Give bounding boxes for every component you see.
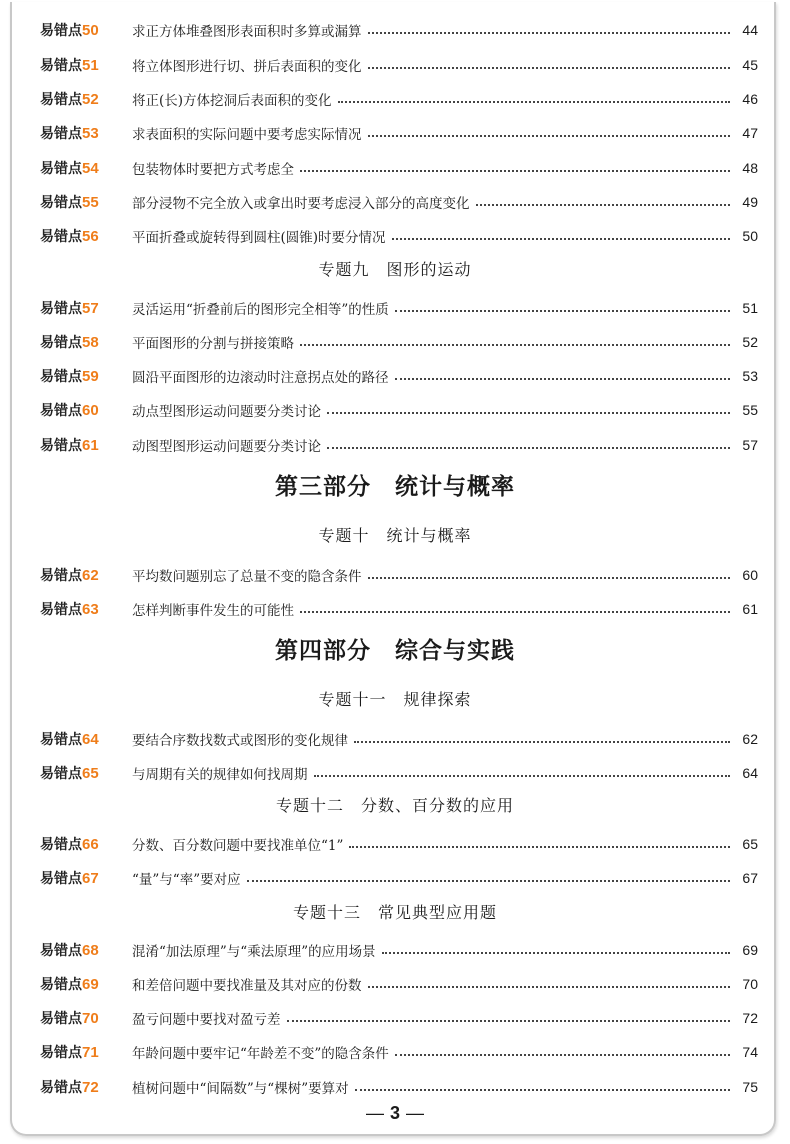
entry-tag xyxy=(40,123,132,143)
toc-entry[interactable] xyxy=(40,1008,758,1028)
entry-page-number: 49 xyxy=(742,194,758,210)
entry-tag xyxy=(40,763,132,783)
entry-number: 52 xyxy=(82,91,99,108)
entry-number: 63 xyxy=(82,601,99,618)
toc-entry[interactable] xyxy=(40,435,758,455)
entry-number: 57 xyxy=(82,300,99,317)
entry-title: 年龄问题中要牢记“年龄差不变”的隐含条件 xyxy=(132,1046,389,1062)
dot-leader xyxy=(247,880,730,882)
entry-number: 54 xyxy=(82,160,99,177)
toc-entry[interactable] xyxy=(40,298,758,318)
topic-heading: 专题十 统计与概率 xyxy=(318,526,472,545)
entry-title: 灵活运用“折叠前后的图形完全相等”的性质 xyxy=(132,302,389,318)
entry-tag-label: 易错点 xyxy=(40,943,82,959)
entry-title: 盈亏问题中要找对盈亏差 xyxy=(132,1012,281,1028)
entry-title: 平面折叠或旋转得到圆柱(圆锥)时要分情况 xyxy=(132,230,386,246)
dot-leader xyxy=(327,412,730,414)
entry-tag-label: 易错点 xyxy=(40,1011,82,1027)
entry-page-number: 69 xyxy=(742,942,758,958)
entry-page-number: 45 xyxy=(742,57,758,73)
entry-title: 平面图形的分割与拼接策略 xyxy=(132,336,294,352)
entry-tag xyxy=(40,834,132,854)
toc-entry[interactable] xyxy=(40,565,758,585)
dot-leader xyxy=(287,1020,731,1022)
entry-page-number: 70 xyxy=(742,976,758,992)
toc-entry[interactable] xyxy=(40,868,758,888)
footer-dash-left: — xyxy=(365,1103,384,1123)
dot-leader xyxy=(476,204,731,206)
entry-tag-label: 易错点 xyxy=(40,837,82,853)
entry-tag xyxy=(40,974,132,994)
entry-number: 67 xyxy=(82,870,99,887)
entry-title: 圆沿平面图形的边滚动时注意拐点处的路径 xyxy=(132,370,389,386)
part-heading: 第四部分 综合与实践 xyxy=(275,637,515,664)
entry-tag-label: 易错点 xyxy=(40,871,82,887)
entry-page-number: 60 xyxy=(742,567,758,583)
entry-number: 62 xyxy=(82,567,99,584)
toc-entry[interactable] xyxy=(40,940,758,960)
entry-page-number: 44 xyxy=(742,22,758,38)
entry-page-number: 72 xyxy=(742,1010,758,1026)
dot-leader xyxy=(300,611,730,613)
entry-tag-label: 易错点 xyxy=(40,403,82,419)
entry-page-number: 61 xyxy=(742,601,758,617)
topic-heading: 专题十二 分数、百分数的应用 xyxy=(275,796,514,815)
entry-tag-label: 易错点 xyxy=(40,568,82,584)
entry-number: 60 xyxy=(82,402,99,419)
entry-tag-label: 易错点 xyxy=(40,438,82,454)
entry-tag xyxy=(40,565,132,585)
entry-page-number: 50 xyxy=(742,228,758,244)
dot-leader xyxy=(368,135,731,137)
entry-number: 71 xyxy=(82,1044,99,1061)
page-footer xyxy=(0,1103,790,1124)
dot-leader xyxy=(300,344,730,346)
dot-leader xyxy=(349,846,730,848)
dot-leader xyxy=(368,67,731,69)
entry-page-number: 75 xyxy=(742,1079,758,1095)
entry-number: 68 xyxy=(82,942,99,959)
entry-page-number: 55 xyxy=(742,402,758,418)
entry-tag-label: 易错点 xyxy=(40,161,82,177)
entry-tag xyxy=(40,332,132,352)
entry-title: 求表面积的实际问题中要考虑实际情况 xyxy=(132,127,362,143)
entry-tag xyxy=(40,1008,132,1028)
entry-tag-label: 易错点 xyxy=(40,766,82,782)
dot-leader xyxy=(368,986,731,988)
topic-heading: 专题十一 规律探索 xyxy=(318,690,472,709)
entry-title: 和差倍问题中要找准量及其对应的份数 xyxy=(132,978,362,994)
part-heading: 第三部分 统计与概率 xyxy=(275,473,515,500)
entry-title: 求正方体堆叠图形表面积时多算或漏算 xyxy=(132,24,362,40)
entry-title: 部分浸物不完全放入或拿出时要考虑浸入部分的高度变化 xyxy=(132,196,470,212)
entry-tag xyxy=(40,158,132,178)
entry-tag-label: 易错点 xyxy=(40,732,82,748)
dot-leader xyxy=(338,101,730,103)
entry-tag-label: 易错点 xyxy=(40,1080,82,1096)
entry-title: 将立体图形进行切、拼后表面积的变化 xyxy=(132,59,362,75)
toc-entry[interactable] xyxy=(40,1042,758,1062)
entry-tag xyxy=(40,298,132,318)
footer-dash-right: — xyxy=(406,1103,424,1123)
toc-entry[interactable] xyxy=(40,729,758,749)
entry-page-number: 64 xyxy=(742,765,758,781)
toc-entry[interactable] xyxy=(40,158,758,178)
entry-number: 70 xyxy=(82,1010,99,1027)
toc-entry[interactable] xyxy=(40,366,758,386)
entry-page-number: 46 xyxy=(742,91,758,107)
entry-tag-label: 易错点 xyxy=(40,335,82,351)
entry-title: 动点型图形运动问题要分类讨论 xyxy=(132,404,321,420)
entry-number: 69 xyxy=(82,976,99,993)
entry-tag xyxy=(40,1042,132,1062)
entry-number: 56 xyxy=(82,228,99,245)
entry-tag-label: 易错点 xyxy=(40,977,82,993)
entry-tag xyxy=(40,192,132,212)
dot-leader xyxy=(354,741,730,743)
dot-leader xyxy=(368,577,731,579)
entry-title: 动图型图形运动问题要分类讨论 xyxy=(132,439,321,455)
toc-entry[interactable] xyxy=(40,974,758,994)
entry-tag-label: 易错点 xyxy=(40,301,82,317)
dot-leader xyxy=(314,775,731,777)
toc-entry[interactable] xyxy=(40,192,758,212)
entry-title: 平均数问题别忘了总量不变的隐含条件 xyxy=(132,569,362,585)
entry-title: 将正(长)方体挖洞后表面积的变化 xyxy=(132,93,332,109)
entry-tag xyxy=(40,940,132,960)
entry-number: 58 xyxy=(82,334,99,351)
dot-leader xyxy=(395,1054,730,1056)
entry-tag xyxy=(40,226,132,246)
entry-number: 50 xyxy=(82,22,99,39)
entry-title: “量”与“率”要对应 xyxy=(132,872,241,888)
dot-leader xyxy=(300,170,730,172)
entry-tag xyxy=(40,868,132,888)
entry-number: 59 xyxy=(82,368,99,385)
entry-number: 61 xyxy=(82,437,99,454)
entry-title: 分数、百分数问题中要找准单位“1” xyxy=(132,838,344,854)
entry-tag xyxy=(40,20,132,40)
entry-title: 怎样判断事件发生的可能性 xyxy=(132,603,294,619)
dot-leader xyxy=(392,238,730,240)
entry-tag-label: 易错点 xyxy=(40,369,82,385)
entry-number: 55 xyxy=(82,194,99,211)
entry-page-number: 51 xyxy=(742,300,758,316)
entry-title: 包装物体时要把方式考虑全 xyxy=(132,162,294,178)
entry-page-number: 65 xyxy=(742,836,758,852)
dot-leader xyxy=(395,310,730,312)
entry-tag-label: 易错点 xyxy=(40,92,82,108)
entry-page-number: 62 xyxy=(742,731,758,747)
entry-tag-label: 易错点 xyxy=(40,1045,82,1061)
toc-entry[interactable] xyxy=(40,55,758,75)
toc-entry[interactable] xyxy=(40,226,758,246)
page-number: 3 xyxy=(389,1103,400,1123)
entry-number: 64 xyxy=(82,731,99,748)
entry-page-number: 47 xyxy=(742,125,758,141)
entry-tag-label: 易错点 xyxy=(40,126,82,142)
toc-entry[interactable] xyxy=(40,20,758,40)
entry-number: 53 xyxy=(82,125,99,142)
entry-tag xyxy=(40,435,132,455)
entry-tag-label: 易错点 xyxy=(40,602,82,618)
toc-entry[interactable] xyxy=(40,123,758,143)
entry-number: 65 xyxy=(82,765,99,782)
entry-title: 植树问题中“间隔数”与“棵树”要算对 xyxy=(132,1081,349,1097)
dot-leader xyxy=(327,447,730,449)
toc-entry[interactable] xyxy=(40,89,758,109)
entry-page-number: 67 xyxy=(742,870,758,886)
entry-page-number: 74 xyxy=(742,1044,758,1060)
entry-tag xyxy=(40,729,132,749)
entry-tag-label: 易错点 xyxy=(40,195,82,211)
entry-tag xyxy=(40,89,132,109)
toc-entry[interactable] xyxy=(40,332,758,352)
entry-tag xyxy=(40,366,132,386)
entry-tag-label: 易错点 xyxy=(40,23,82,39)
dot-leader xyxy=(395,378,731,380)
toc-entry[interactable] xyxy=(40,599,758,619)
entry-page-number: 52 xyxy=(742,334,758,350)
entry-title: 混淆“加法原理”与“乘法原理”的应用场景 xyxy=(132,944,376,960)
entry-tag-label: 易错点 xyxy=(40,58,82,74)
dot-leader xyxy=(382,952,730,954)
toc-entry[interactable] xyxy=(40,1077,758,1097)
entry-number: 72 xyxy=(82,1079,99,1096)
entry-page-number: 48 xyxy=(742,160,758,176)
entry-number: 51 xyxy=(82,57,99,74)
dot-leader xyxy=(355,1089,730,1091)
entry-number: 66 xyxy=(82,836,99,853)
entry-page-number: 57 xyxy=(742,437,758,453)
topic-heading: 专题十三 常见典型应用题 xyxy=(292,903,497,922)
toc-entry[interactable] xyxy=(40,763,758,783)
entry-tag xyxy=(40,55,132,75)
entry-title: 与周期有关的规律如何找周期 xyxy=(132,767,308,783)
entry-tag xyxy=(40,599,132,619)
entry-tag xyxy=(40,1077,132,1097)
entry-tag-label: 易错点 xyxy=(40,229,82,245)
entry-title: 要结合序数找数式或图形的变化规律 xyxy=(132,733,348,749)
entry-page-number: 53 xyxy=(742,368,758,384)
dot-leader xyxy=(368,32,731,34)
toc-entry[interactable] xyxy=(40,834,758,854)
entry-tag xyxy=(40,400,132,420)
topic-heading: 专题九 图形的运动 xyxy=(318,260,472,279)
toc-entry[interactable] xyxy=(40,400,758,420)
